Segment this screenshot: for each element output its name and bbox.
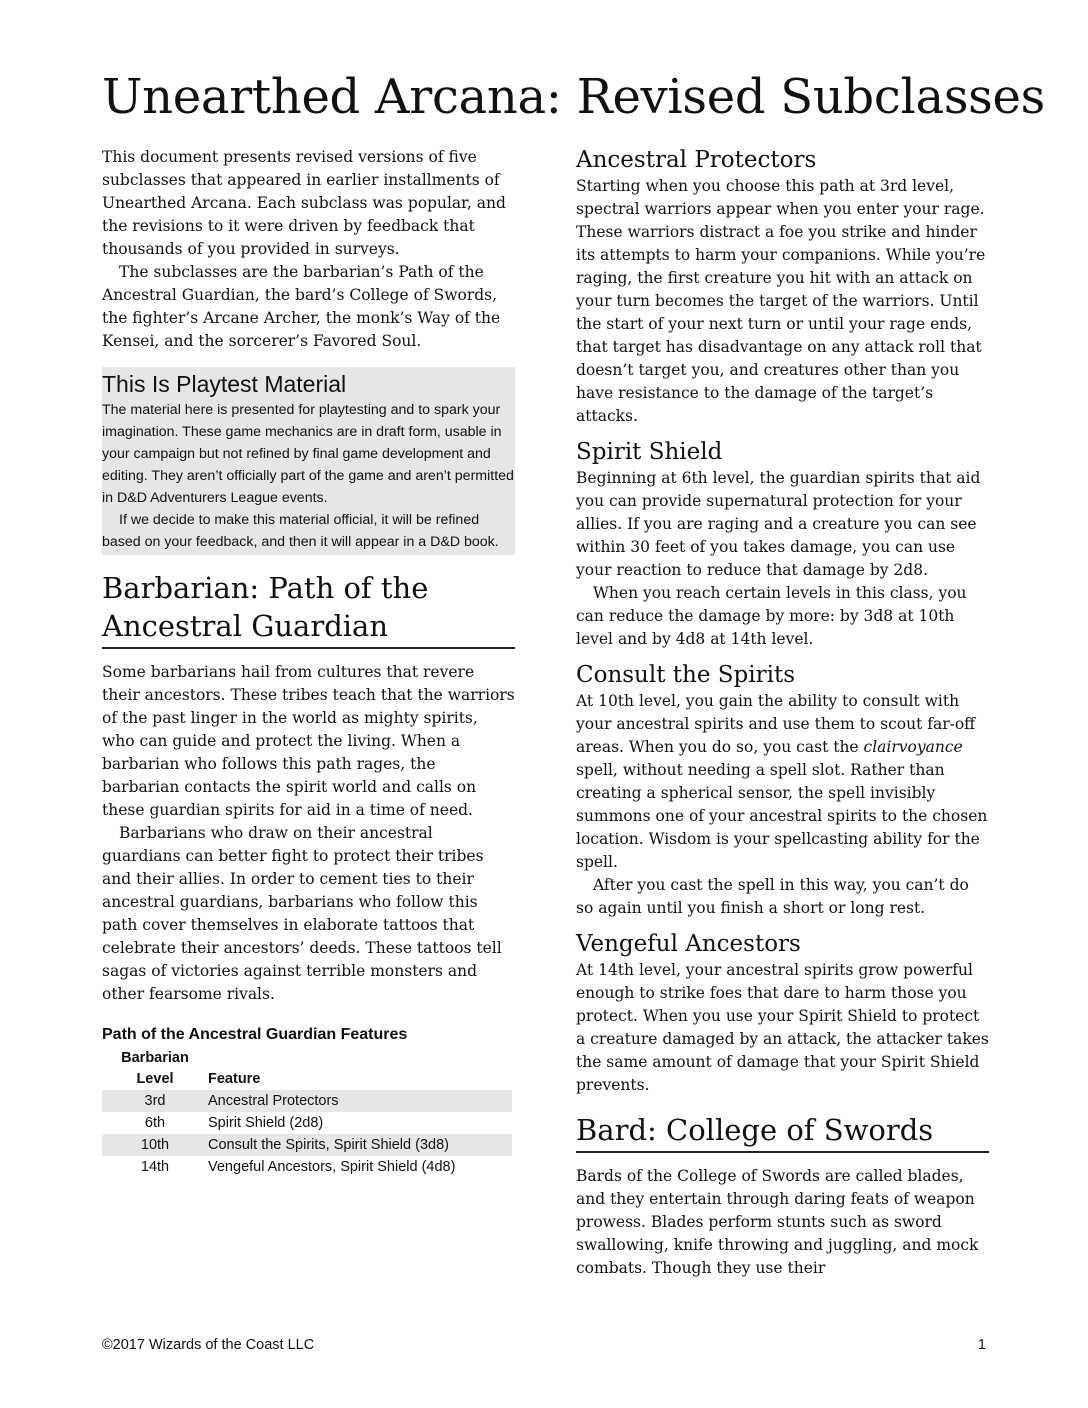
table-row: [102, 1090, 512, 1112]
level-column-header: [102, 1048, 208, 1090]
table-row: [102, 1112, 512, 1134]
table-cell-feature: Ancestral Protectors: [208, 1090, 512, 1112]
consult-spirits-heading: Consult the Spirits: [576, 662, 795, 688]
right-column: [576, 146, 989, 1280]
ancestral-protectors-heading: Ancestral Protectors: [576, 147, 817, 173]
barbarian-paragraph-2: Barbarians who draw on their ancestral guardians can better fight to protect their tribes and their allies. In order to cement ties to their ancestral guardians, barbarians who follow this path cover themselves in elaborate tattoos that celebrate their ancestors’ deeds. These tattoos tell sagas of victories against terrible monsters and other fearsome rivals.: [102, 824, 502, 1003]
feature-column-header: Feature: [208, 1071, 261, 1087]
table-cell-level: 6th: [144, 1115, 166, 1131]
spirit-shield-paragraph-2: When you reach certain levels in this class, you can reduce the damage by more: by 3d8 at 10th level and by 4d8 at 14th level.: [576, 584, 967, 648]
consult-text-b: spell, without needing a spell slot. Rather than creating a spherical sensor, the spell invisibly summons one of your ancestral spirits to the chosen location. Wisdom is your spellcasting ability for the spell.: [576, 761, 988, 871]
page-title: Unearthed Arcana: Revised Subclasses: [102, 69, 1045, 125]
vengeful-ancestors-paragraph: At 14th level, your ancestral spirits grow powerful enough to strike foes that dare to harm those you protect. When you use your Spirit Shield to protect a creature damaged by an attack, the attacker takes the same amount of damage that your Spirit Shield prevents.: [576, 961, 989, 1094]
consult-text-a: At 10th level, you gain the ability to consult with your ancestral spirits and use them to scout far-off areas. When you do so, you cast the: [576, 692, 976, 756]
consult-spirits-paragraph-2: After you cast the spell in this way, you can’t do so again until you finish a short or long rest.: [576, 876, 969, 917]
level-header-line-2: Level: [136, 1071, 174, 1087]
sidebar-paragraph-2: If we decide to make this material official, it will be refined based on your feedback, and then it will appear in a D&D book.: [102, 512, 499, 550]
spell-name-clairvoyance: clairvoyance: [863, 738, 963, 756]
table-cell-level: 3rd: [102, 1090, 208, 1112]
barbarian-heading: Barbarian: Path of the Ancestral Guardian: [102, 569, 515, 649]
consult-spirits-paragraph-1: [576, 690, 989, 874]
bard-paragraph-1: Bards of the College of Swords are called blades, and they entertain through daring feats of weapon prowess. Blades perform stunts such as sword swallowing, knife throwing and juggling, and mock combats. Though they use their: [576, 1167, 979, 1277]
playtest-sidebar: [102, 367, 515, 555]
barbarian-paragraph-1: Some barbarians hail from cultures that revere their ancestors. These tribes teach that the warriors of the past linger in the world as mighty spirits, who can guide and protect the living. When a barbarian who follows this path rages, the barbarian contacts the spirit world and calls on these guardian spirits for aid in a time of need.: [102, 663, 515, 819]
level-header-line-1: Barbarian: [121, 1050, 189, 1066]
sidebar-title: This Is Playtest Material: [102, 371, 347, 397]
left-column: [102, 146, 515, 1178]
features-table-title: Path of the Ancestral Guardian Features: [102, 1026, 408, 1043]
bard-heading: Bard: College of Swords: [576, 1111, 989, 1153]
table-cell-level: 14th: [140, 1159, 170, 1175]
table-cell-feature: Spirit Shield (2d8): [208, 1115, 324, 1131]
features-table: [102, 1048, 512, 1178]
table-row: [102, 1156, 512, 1178]
intro-paragraph-2: The subclasses are the barbarian’s Path of the Ancestral Guardian, the bard’s College of Swords, the fighter’s Arcane Archer, the monk’s Way of the Kensei, and the sorcerer’s Favored Soul.: [102, 263, 501, 350]
table-row: [102, 1134, 512, 1156]
table-header-row: [102, 1048, 512, 1090]
table-cell-feature: Vengeful Ancestors, Spirit Shield (4d8): [208, 1159, 456, 1175]
table-cell-level: 10th: [102, 1134, 208, 1156]
table-cell-feature: Consult the Spirits, Spirit Shield (3d8): [208, 1134, 512, 1156]
sidebar-paragraph-1: The material here is presented for playtesting and to spark your imagination. These game mechanics are in draft form, usable in your campaign but not refined by final game development and editing. They aren’t officially part of the game and aren’t permitted in D&D Adventurers League events.: [102, 402, 514, 506]
spirit-shield-heading: Spirit Shield: [576, 439, 723, 465]
ancestral-protectors-paragraph: Starting when you choose this path at 3rd level, spectral warriors appear when you enter your rage. These warriors distract a foe you strike and hinder its attempts to harm your companions. While you’re raging, the first creature you hit with an attack on your turn becomes the target of the warriors. Until the start of your next turn or until your rage ends, that target has disadvantage on any attack roll that doesn’t target you, and creatures other than you have resistance to the damage of the target’s attacks.: [576, 177, 986, 425]
footer-page-number: 1: [977, 1337, 986, 1353]
vengeful-ancestors-heading: Vengeful Ancestors: [576, 931, 801, 957]
footer-copyright: ©2017 Wizards of the Coast LLC: [102, 1337, 315, 1353]
spirit-shield-paragraph-1: Beginning at 6th level, the guardian spirits that aid you can provide supernatural protection for your allies. If you are raging and a creature you can see within 30 feet of you takes damage, you can use your reaction to reduce that damage by 2d8.: [576, 469, 981, 579]
intro-paragraph-1: This document presents revised versions of five subclasses that appeared in earlier installments of Unearthed Arcana. Each subclass was popular, and the revisions to it were driven by feedback that thousands of you provided in surveys.: [102, 148, 506, 258]
